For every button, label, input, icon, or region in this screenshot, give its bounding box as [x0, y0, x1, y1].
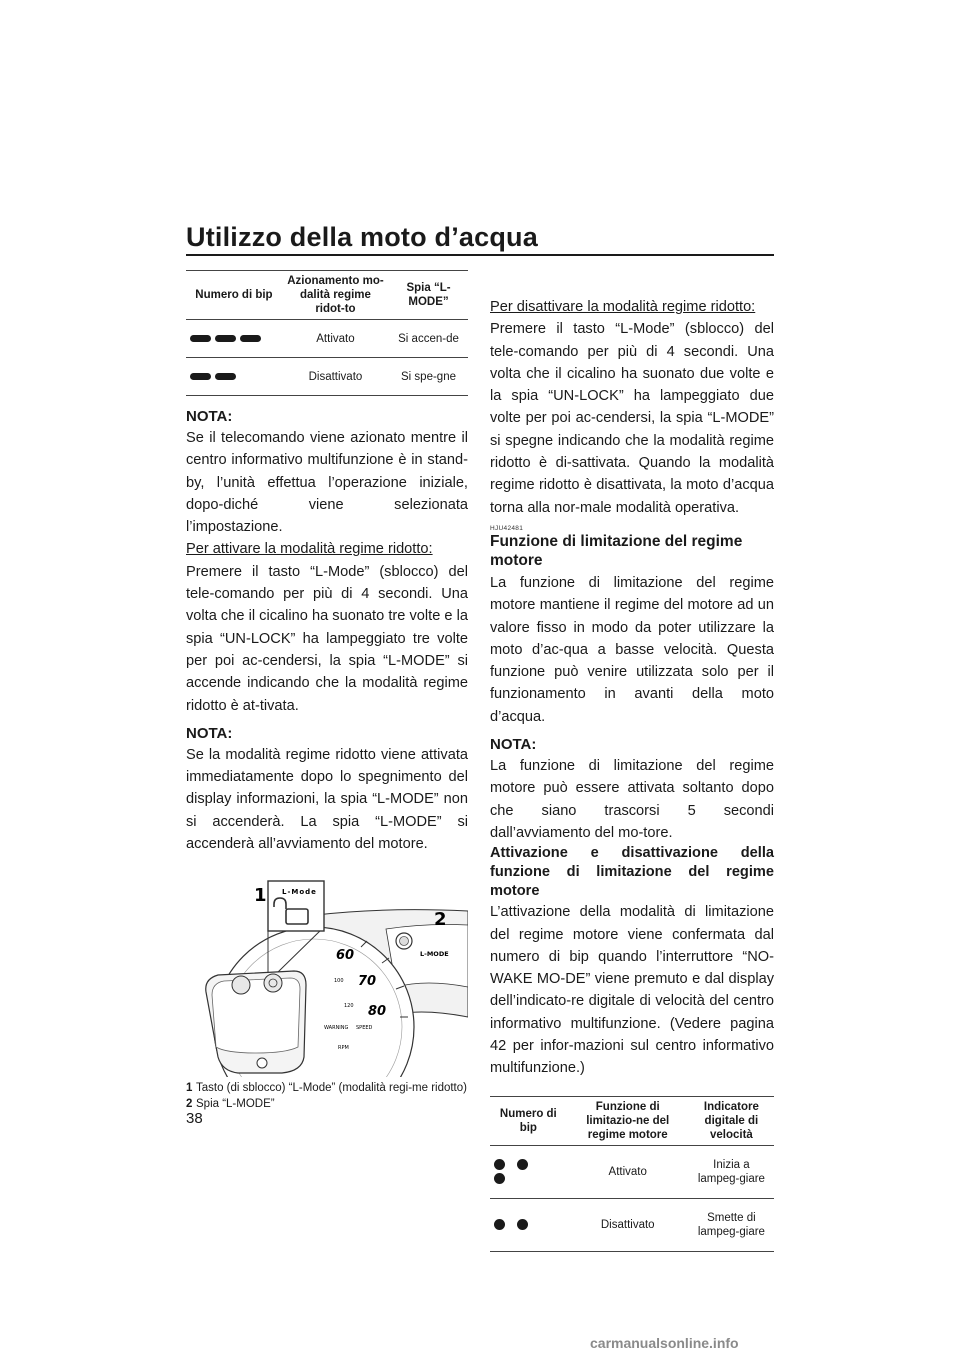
table-cell: Attivato — [282, 320, 389, 358]
gauge-word: SPEED — [356, 1025, 373, 1032]
nota-label: NOTA: — [490, 736, 537, 754]
table-row — [186, 320, 468, 358]
caption-text: Tasto (di sblocco) “L-Mode” (modalità regi-me ridotto) — [196, 1082, 467, 1095]
callout-1: 1 — [254, 885, 267, 907]
gauge-number: 100 — [334, 978, 344, 985]
right-column — [490, 296, 774, 1252]
caption-number: 2 — [186, 1098, 193, 1111]
page-number: 38 — [186, 1110, 203, 1127]
nota-text: Se la modalità regime ridotto viene attivata immediatamente dopo lo spegnimento del display informazioni, la spia “L-MODE” non si accenderà. La spia “L-MODE” si accenderà all’avviamento del motore. — [186, 746, 468, 853]
table-cell: Attivato — [567, 1145, 689, 1198]
table-header: Numero di bip — [490, 1096, 567, 1145]
gauge-number: 70 — [358, 974, 377, 990]
beep-symbol-3 — [186, 320, 282, 358]
figure-captions — [186, 1081, 468, 1111]
table-cell: Si spe-gne — [401, 370, 456, 383]
left-column — [186, 270, 468, 1111]
illustration-svg — [186, 867, 468, 1077]
table-cell: Inizia a lampeg-giare — [689, 1145, 774, 1198]
caption-item — [186, 1081, 468, 1095]
table-row — [490, 1198, 774, 1251]
gauge-number: 80 — [368, 1004, 387, 1020]
section-code: HJU42481 — [490, 524, 524, 532]
table-cell: Smette di lampeg-giare — [697, 1211, 765, 1238]
table-header: Azionamento mo-dalità regime ridot-to — [282, 271, 389, 320]
gauge-word: WARNING — [324, 1025, 349, 1032]
beep-table-speed-limit — [490, 1096, 774, 1252]
page-title: Utilizzo della moto d’acqua — [186, 222, 538, 252]
nota-text: La funzione di limitazione del regime motore può essere attivata soltanto dopo che siano trascorsi 5 secondi dall’avviamento del mo-tore. — [490, 758, 774, 841]
table-header: Numero di bip — [186, 271, 282, 320]
beep-symbol-3 — [490, 1145, 567, 1198]
caption-item — [186, 1097, 468, 1111]
gauge-number: 60 — [336, 948, 355, 964]
table-cell: Disattivato — [308, 370, 363, 383]
table-header: Funzione di limitazio-ne del regime motore — [567, 1096, 689, 1145]
sub-text: L’attivazione della modalità di limitazione del regime motore viene confermata dal numero di bip quando l’interruttore “NO-WAKE MO-DE” viene premuto e dal display dell’indicato-re digitale di velocità del centro informativo multifunzione. (Vedere pagina 42 per infor-mazioni sul centro informativo multifunzione.) — [490, 904, 774, 1077]
caption-number: 1 — [186, 1082, 193, 1095]
button-label: L-Mode — [282, 888, 317, 897]
deactivate-text: Premere il tasto “L-Mode” (sblocco) del tele-comando per più di 4 secondi. Una volta che il cicalino ha suonato due volte e la spia “UN-LOCK” ha lampeggiato due volte per poi ac-cendersi, la spia “L-MODE” si spegne indicando che la modalità regime ridotto è di-sattivata. Quando la modalità regime ridotto è disattivata, la moto d’acqua torna alla nor-male modalità operativa. — [490, 321, 774, 516]
table-header: Spia “L-MODE” — [389, 271, 468, 320]
callout-2: 2 — [434, 909, 447, 931]
gauge-number: 120 — [344, 1003, 354, 1010]
table-cell: Si accen-de — [389, 320, 468, 358]
beep-symbol-2 — [186, 358, 282, 396]
activate-heading: Per attivare la modalità regime ridotto: — [186, 541, 433, 558]
lamp-label: L-MODE — [420, 950, 449, 959]
nota-label: NOTA: — [186, 724, 233, 742]
table-cell: Disattivato — [600, 1218, 655, 1231]
sub-heading: Attivazione e disattivazione della funzione di limitazione del regime motore — [490, 845, 774, 900]
deactivate-heading: Per disattivare la modalità regime ridotto: — [490, 299, 756, 315]
table-row — [490, 1145, 774, 1198]
watermark: carmanualsonline.info — [590, 1335, 739, 1351]
title-rule — [186, 254, 774, 256]
beep-symbol-2 — [490, 1198, 567, 1251]
activate-text: Premere il tasto “L-Mode” (sblocco) del tele-comando per più di 4 secondi. Una volta che il cicalino ha suonato tre volte e la spia “UN-LOCK” ha lampeggiato tre volte per poi ac-cendersi, la spia “L-MODE” si accende indicando che la modalità regime ridotto è at-tivata. — [186, 563, 468, 714]
table-header: Indicatore digitale di velocità — [689, 1096, 774, 1145]
gauge-word: RPM — [338, 1045, 349, 1052]
beep-table-l-mode — [186, 270, 468, 396]
section-text: La funzione di limitazione del regime motore mantiene il regime del motore ad un valore fisso in modo da poter utilizzare la moto d’ac-qua a basse velocità. Questa funzione può venire utilizzata solo per il funzionamento in avanti della moto d’acqua. — [490, 574, 774, 725]
nota-text: Se il telecomando viene azionato mentre il centro informativo multifunzione è in stand-by, l’unità effettua l’operazione iniziale, dopo-diché viene selezionata l’impostazione. — [186, 430, 468, 536]
section-title: Funzione di limitazione del regime motore — [490, 532, 743, 569]
caption-text: Spia “L-MODE” — [196, 1098, 275, 1111]
table-row — [186, 358, 468, 396]
remote-and-gauge-illustration — [186, 867, 468, 1077]
nota-label: NOTA: — [186, 408, 233, 425]
